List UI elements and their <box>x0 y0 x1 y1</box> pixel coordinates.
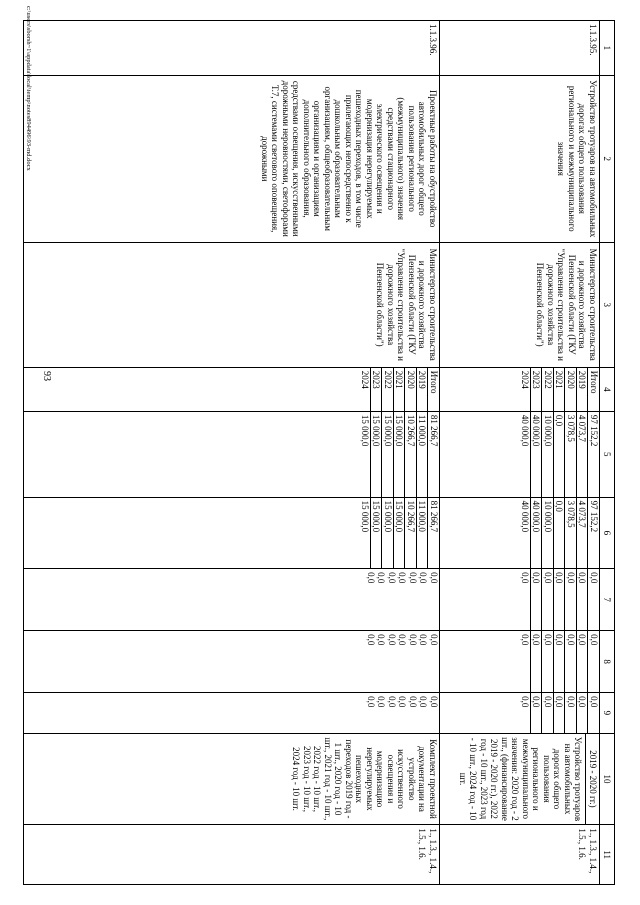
years-cell <box>24 367 440 411</box>
value: 0,0 <box>553 631 565 692</box>
value: 0,0 <box>418 696 429 708</box>
value: 0,0 <box>397 572 408 584</box>
value: 0,0 <box>366 572 376 584</box>
row-name: Проектные работы на обустройство автомобильных дорог общего пользования регионального (межмуниципального) значения средствами стационарного электрического освещения и модернизация нерегулируемых пешеходных переходов, в том числе прилегающих непосредственно к дошкольным образовательным организациям, общеобразовательным организациям и организациям дополнительного образования, средствами освещения, искусственными дорожными неровностями, светофорами Т.7, системами светового оповещения, дорожными <box>24 75 440 242</box>
table-row <box>24 21 440 885</box>
header-cell: 2 <box>600 75 615 242</box>
header-cell: 3 <box>600 242 615 367</box>
value: 97 152,2 <box>588 412 600 497</box>
value-cell-col7 <box>440 569 600 631</box>
value: 0,0 <box>553 412 565 497</box>
year-label: Итого <box>588 368 600 411</box>
header-cell: 10 <box>600 733 615 825</box>
value: 15 000,0 <box>370 412 382 497</box>
value: 0,0 <box>408 572 418 584</box>
value: 0,0 <box>542 693 554 733</box>
value: 0,0 <box>576 569 588 630</box>
header-cell: 11 <box>600 825 615 885</box>
value: 40 000,0 <box>520 500 530 533</box>
value: 0,0 <box>530 631 542 692</box>
value: 0,0 <box>542 631 554 692</box>
year-label: 2020 <box>405 368 417 411</box>
value: 3 078,5 <box>565 498 577 569</box>
value: 10 266,7 <box>405 498 417 569</box>
value: 3 078,5 <box>565 412 577 497</box>
value: 0,0 <box>565 693 577 733</box>
value: 0,0 <box>565 569 577 630</box>
value: 15 000,0 <box>393 412 405 497</box>
value: 0,0 <box>418 634 429 646</box>
value-cell-col8 <box>24 631 440 693</box>
value: 0,0 <box>588 569 600 630</box>
header-cell: 1 <box>600 21 615 76</box>
year-label: 2023 <box>370 368 382 411</box>
year-label: Итого <box>428 368 440 411</box>
page-number: 93 <box>41 371 52 381</box>
year-label: 2022 <box>382 368 394 411</box>
value: 10 000,0 <box>542 498 554 569</box>
value: 0,0 <box>553 569 565 630</box>
result-cell <box>24 733 440 825</box>
value-cell-col7 <box>24 569 440 631</box>
value: 10 000,0 <box>542 412 554 497</box>
value: 15 000,0 <box>382 412 394 497</box>
value: 0,0 <box>576 693 588 733</box>
value: 0,0 <box>520 572 530 584</box>
value: 11 000,0 <box>416 412 428 497</box>
value: 11 000,0 <box>416 498 428 569</box>
value: 0,0 <box>588 693 600 733</box>
row-name: Устройство тротуаров на автомобильных дорогах общего пользования регионального и межмуниципального значения <box>440 75 600 242</box>
value: 0,0 <box>418 572 429 584</box>
years-cell <box>440 367 600 411</box>
row-executor: Министерство строительства и дорожного хозяйства Пензенской области (ГКУ "Управление строительства и дорожного хозяйства Пензенской области") <box>440 242 600 367</box>
value: 81 266,7 <box>428 412 440 497</box>
result-cell <box>440 733 600 825</box>
value: 10 266,7 <box>405 412 417 497</box>
header-cell: 7 <box>600 569 615 631</box>
value: 0,0 <box>366 634 376 646</box>
year-label: 2022 <box>542 368 554 411</box>
value: 0,0 <box>565 631 577 692</box>
row-code: 1.1.3.96. <box>24 21 440 76</box>
value: 0,0 <box>387 696 397 708</box>
value-cell-col9 <box>440 693 600 734</box>
value: 0,0 <box>553 693 565 733</box>
indicator-ref: 1., 1.3., 1.4., 1.5., 1.6. <box>440 825 600 885</box>
result-text: Устройство тротуаров на автомобильных дорогах общего пользования регионального и межмуниципального значения: 2020 год - 2 шт., (финансирование 2019 - 2020 гг.), 2022 год - 10 шт., 2023 год - 10 шт., 2024 год - 10 шт. <box>458 736 584 822</box>
header-row <box>600 21 615 885</box>
value: 4 073,7 <box>576 412 588 497</box>
value: 0,0 <box>387 634 397 646</box>
value: 0,0 <box>530 569 542 630</box>
value: 0,0 <box>376 696 387 708</box>
value: 0,0 <box>376 572 387 584</box>
value: 4 073,7 <box>576 498 588 569</box>
value: 0,0 <box>530 693 542 733</box>
year-label: 2019 <box>576 368 588 411</box>
value-cell-regional <box>440 497 600 569</box>
header-cell: 9 <box>600 693 615 734</box>
value: 0,0 <box>397 634 408 646</box>
value: 0,0 <box>553 498 565 569</box>
year-label: 2024 <box>360 370 370 389</box>
value-cell-col8 <box>440 631 600 693</box>
year-label: 2021 <box>393 368 405 411</box>
header-cell: 6 <box>600 497 615 569</box>
result-cell-continued-head: 2019 - 2020 гг.) <box>586 734 599 825</box>
value: 0,0 <box>387 572 397 584</box>
value: 15 000,0 <box>382 498 394 569</box>
value-cell-total <box>440 411 600 497</box>
value: 0,0 <box>588 631 600 692</box>
value: 15 000,0 <box>370 498 382 569</box>
value: 0,0 <box>366 696 376 708</box>
value-cell-total <box>24 411 440 497</box>
header-cell: 5 <box>600 411 615 497</box>
year-label: 2020 <box>565 368 577 411</box>
file-path-footer: c:\users\sborsh~1\appdata\local\temp\notes894496\93-md.docx <box>25 6 32 171</box>
result-text: Комплект проектной документации на устройство искусственного освещения и модернизацию нерегулируемых пешеходных переходов 2019 год - 1 шт., 2020 год - 10 шт., 2021 год - 10 шт., 2022 год - 10 шт., 2023 год - 10 шт., 2024 год - 10 шт. <box>291 737 438 821</box>
value: 0,0 <box>429 572 439 584</box>
table-row <box>440 21 600 885</box>
value: 15 000,0 <box>360 414 370 447</box>
value: 15 000,0 <box>360 500 370 533</box>
value: 40 000,0 <box>530 498 542 569</box>
value: 0,0 <box>429 696 439 708</box>
year-label: 2021 <box>553 368 565 411</box>
year-label: 2019 <box>416 368 428 411</box>
header-cell: 4 <box>600 367 615 411</box>
value: 0,0 <box>397 696 408 708</box>
value: 0,0 <box>408 634 418 646</box>
value: 0,0 <box>376 634 387 646</box>
value-cell-regional <box>24 497 440 569</box>
value: 40 000,0 <box>520 414 530 447</box>
header-cell: 8 <box>600 631 615 693</box>
value: 0,0 <box>576 631 588 692</box>
year-label: 2023 <box>530 368 542 411</box>
row-executor: Министерство строительства и дорожного хозяйства Пензенской области (ГКУ "Управление строительства и дорожного хозяйства Пензенской области") <box>24 242 440 367</box>
value: 40 000,0 <box>530 412 542 497</box>
value: 0,0 <box>542 569 554 630</box>
budget-table <box>23 20 615 885</box>
value: 0,0 <box>520 696 530 708</box>
row-code: 1.1.3.95. <box>440 21 600 76</box>
indicator-ref: 1., 1.3., 1.4., 1.5., 1.6. <box>24 825 440 885</box>
value: 0,0 <box>408 696 418 708</box>
value-cell-col9 <box>24 693 440 734</box>
value: 0,0 <box>429 634 439 646</box>
value: 81 266,7 <box>428 498 440 569</box>
value: 0,0 <box>520 634 530 646</box>
value: 97 152,2 <box>588 498 600 569</box>
year-label: 2024 <box>520 370 530 389</box>
value: 15 000,0 <box>393 498 405 569</box>
